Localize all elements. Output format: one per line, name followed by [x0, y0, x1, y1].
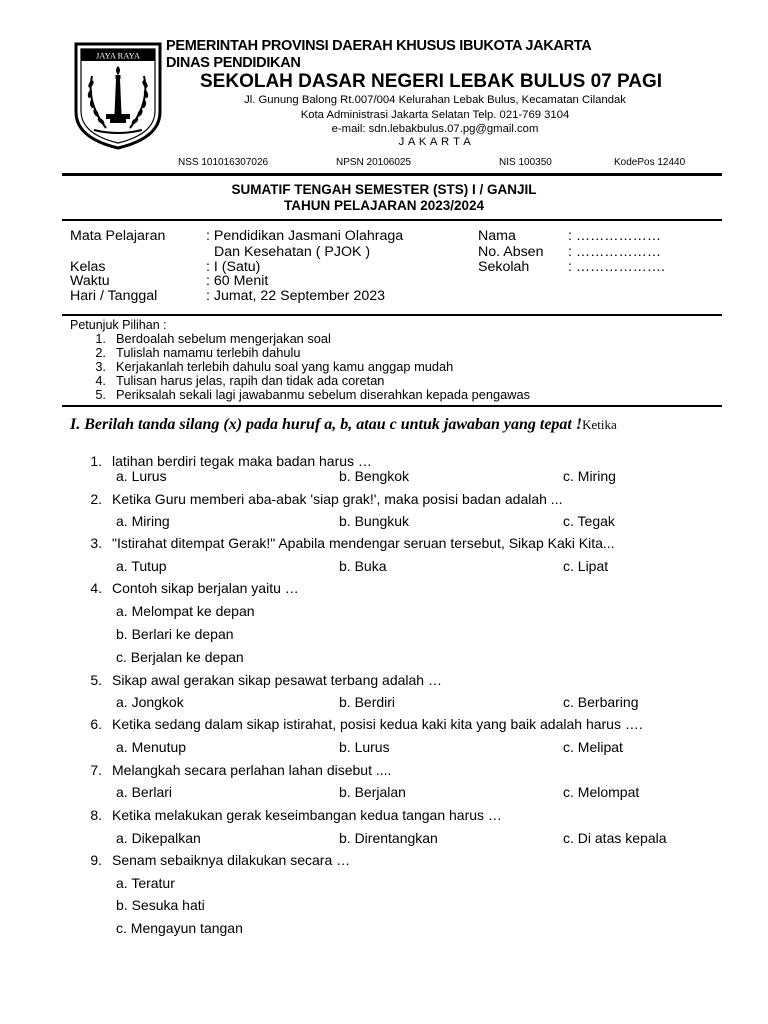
time-value: : 60 Menit [206, 273, 269, 289]
date-label: Hari / Tanggal [70, 288, 158, 304]
question-2-option-a[interactable]: a. Miring [116, 513, 170, 529]
nss-number: NSS 101016307026 [178, 157, 269, 168]
time-label: Waktu [70, 273, 110, 289]
subject-value: : Pendidikan Jasmani Olahraga [206, 228, 404, 244]
school-city: J A K A R T A [398, 136, 472, 148]
question-8-option-b[interactable]: b. Direntangkan [339, 830, 438, 846]
question-6-option-a[interactable]: a. Menutup [116, 739, 187, 755]
question-7-option-c[interactable]: c. Melompat [563, 784, 640, 800]
question-9-option-a[interactable]: a. Teratur [116, 875, 175, 891]
question-7-option-a[interactable]: a. Berlari [116, 784, 173, 800]
section-heading: I. Berilah tanda silang (x) pada huruf a, b, atau c untuk jawaban yang tepat !Ketika [70, 416, 617, 433]
question-2-option-b[interactable]: b. Bungkuk [339, 513, 410, 529]
info-divider [62, 314, 722, 316]
question-5-option-a[interactable]: a. Jongkok [116, 694, 184, 710]
nis-number: NIS 100350 [499, 157, 552, 168]
school-address: Jl. Gunung Balong Rt.007/004 Kelurahan Lebak Bulus, Kecamatan Cilandak [244, 94, 626, 106]
question-9-option-c[interactable]: c. Mengayun tangan [116, 920, 243, 936]
question-3-option-a[interactable]: a. Tutup [116, 558, 167, 574]
school-address-city: Kota Administrasi Jakarta Selatan Telp. 021-769 3104 [300, 109, 570, 121]
date-value: : Jumat, 22 September 2023 [206, 288, 386, 304]
name-field[interactable]: : ……………… [568, 228, 662, 244]
school-field[interactable]: : ………………. [568, 259, 665, 275]
instructions-divider [62, 405, 722, 407]
question-9-option-b[interactable]: b. Sesuka hati [116, 897, 205, 913]
npsn-number: NPSN 20106025 [336, 157, 412, 168]
subject-label: Mata Pelajaran [70, 228, 166, 244]
question-1-option-b[interactable]: b. Bengkok [339, 468, 410, 484]
title-divider [62, 219, 722, 221]
name-label: Nama [478, 228, 516, 244]
question-1-option-c[interactable]: c. Miring [563, 468, 616, 484]
letterhead-divider [62, 173, 722, 176]
question-5-option-c[interactable]: c. Berbaring [563, 694, 639, 710]
absence-number-label: No. Absen [478, 244, 544, 260]
exam-year: TAHUN PELAJARAN 2023/2024 [283, 198, 485, 213]
exam-title: SUMATIF TENGAH SEMESTER (STS) I / GANJIL [231, 182, 537, 197]
question-3-option-c[interactable]: c. Lipat [563, 558, 609, 574]
question-4-option-a[interactable]: a. Melompat ke depan [116, 603, 255, 619]
class-label: Kelas [70, 259, 106, 275]
instructions-heading: Petunjuk Pilihan : [70, 318, 167, 332]
question-6-option-b[interactable]: b. Lurus [339, 739, 390, 755]
question-8-option-c[interactable]: c. Di atas kepala [563, 830, 667, 846]
absence-number-field[interactable]: : ……………… [568, 244, 662, 260]
school-name: SEKOLAH DASAR NEGERI LEBAK BULUS 07 PAGI [200, 71, 663, 92]
class-value: : I (Satu) [206, 259, 261, 275]
question-3-option-b[interactable]: b. Buka [339, 558, 387, 574]
question-2-option-c[interactable]: c. Tegak [563, 513, 615, 529]
government-name: PEMERINTAH PROVINSI DAERAH KHUSUS IBUKOTA JAKARTA [166, 38, 592, 54]
question-1-option-a[interactable]: a. Lurus [116, 468, 167, 484]
question-4-option-c[interactable]: c. Berjalan ke depan [116, 649, 244, 665]
logo-motto: JAYA RAYA [95, 50, 141, 61]
school-label: Sekolah [478, 259, 530, 275]
postal-code: KodePos 12440 [614, 157, 686, 168]
question-6-option-c[interactable]: c. Melipat [563, 739, 623, 755]
question-8-option-a[interactable]: a. Dikepalkan [116, 830, 201, 846]
subject-value-cont: Dan Kesehatan ( PJOK ) [214, 244, 371, 260]
question-7-option-b[interactable]: b. Berjalan [339, 784, 406, 800]
question-5-option-b[interactable]: b. Berdiri [339, 694, 396, 710]
department-name: DINAS PENDIDIKAN [166, 55, 301, 71]
question-4-option-b[interactable]: b. Berlari ke depan [116, 626, 234, 642]
school-email: e-mail: sdn.lebakbulus.07.pg@gmail.com [331, 123, 539, 135]
